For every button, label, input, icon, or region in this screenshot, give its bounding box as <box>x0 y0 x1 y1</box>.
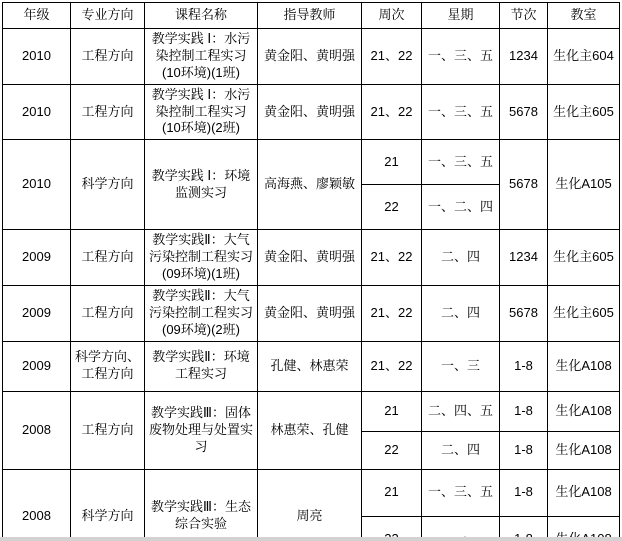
cell-room: 生化A108 <box>548 341 620 391</box>
cell-periods: 1-8 <box>500 431 548 469</box>
cell-room: 生化主604 <box>548 29 620 85</box>
cell-teachers: 黄金阳、黄明强 <box>258 84 362 140</box>
cell-major: 工程方向 <box>71 391 145 469</box>
cell-teachers: 高海燕、廖颖敏 <box>258 140 362 230</box>
cell-course: 教学实践 Ⅰ：环境监测实习 <box>145 140 258 230</box>
cell-days: 一、二、四 <box>422 185 500 230</box>
col-header-major: 专业方向 <box>71 3 145 29</box>
cell-major: 工程方向 <box>71 286 145 342</box>
cell-grade: 2009 <box>3 341 71 391</box>
col-header-course: 课程名称 <box>145 3 258 29</box>
cell-course: 教学实践Ⅲ：生态综合实验 <box>145 469 258 541</box>
cell-room: 生化主605 <box>548 286 620 342</box>
cell-weeks: 21 <box>362 469 422 516</box>
header-row <box>3 3 620 29</box>
bottom-edge-strip <box>0 537 622 541</box>
cell-periods: 1234 <box>500 29 548 85</box>
cell-days: 二、四、五 <box>422 391 500 431</box>
cell-grade: 2009 <box>3 230 71 286</box>
cell-teachers: 林惠荣、孔健 <box>258 391 362 469</box>
cell-course: 教学实践 Ⅰ：水污染控制工程实习(10环境)(2班) <box>145 84 258 140</box>
cell-days: 一、三、五 <box>422 140 500 185</box>
cell-major: 工程方向 <box>71 230 145 286</box>
cell-teachers: 周亮 <box>258 469 362 541</box>
table-row <box>3 84 620 140</box>
schedule-table <box>2 2 620 541</box>
cell-weeks: 21 <box>362 140 422 185</box>
cell-grade: 2010 <box>3 84 71 140</box>
cell-grade: 2008 <box>3 391 71 469</box>
cell-periods: 5678 <box>500 140 548 230</box>
cell-grade: 2008 <box>3 469 71 541</box>
cell-weeks: 22 <box>362 431 422 469</box>
table-row <box>3 341 620 391</box>
cell-weeks: 21、22 <box>362 230 422 286</box>
cell-weeks: 21、22 <box>362 341 422 391</box>
cell-course: 教学实践Ⅱ：大气污染控制工程实习(09环境)(2班) <box>145 286 258 342</box>
cell-room: 生化主605 <box>548 230 620 286</box>
cell-major: 工程方向 <box>71 84 145 140</box>
cell-days: 一、三、五 <box>422 29 500 85</box>
cell-weeks: 21、22 <box>362 29 422 85</box>
cell-teachers: 孔健、林惠荣 <box>258 341 362 391</box>
cell-room: 生化主605 <box>548 84 620 140</box>
table-row <box>3 469 620 516</box>
cell-days: 一、三、五 <box>422 469 500 516</box>
cell-days: 一、三、五 <box>422 84 500 140</box>
col-header-room: 教室 <box>548 3 620 29</box>
cell-periods: 1-8 <box>500 391 548 431</box>
cell-teachers: 黄金阳、黄明强 <box>258 29 362 85</box>
cell-days: 二、四 <box>422 230 500 286</box>
cell-weeks: 21 <box>362 391 422 431</box>
cell-periods: 1-8 <box>500 469 548 516</box>
table-row <box>3 140 620 185</box>
cell-days: 二、四 <box>422 286 500 342</box>
cell-course: 教学实践Ⅲ：固体废物处理与处置实习 <box>145 391 258 469</box>
table-row <box>3 29 620 85</box>
cell-room: 生化A108 <box>548 431 620 469</box>
cell-room: 生化A105 <box>548 140 620 230</box>
col-header-periods: 节次 <box>500 3 548 29</box>
cell-teachers: 黄金阳、黄明强 <box>258 286 362 342</box>
cell-major: 工程方向 <box>71 29 145 85</box>
cell-grade: 2010 <box>3 29 71 85</box>
cell-weeks: 21、22 <box>362 84 422 140</box>
cell-course: 教学实践Ⅱ：环境工程实习 <box>145 341 258 391</box>
cell-major: 科学方向 <box>71 469 145 541</box>
cell-major: 科学方向 <box>71 140 145 230</box>
cell-course: 教学实践Ⅱ：大气污染控制工程实习(09环境)(1班) <box>145 230 258 286</box>
cell-periods: 1234 <box>500 230 548 286</box>
col-header-weeks: 周次 <box>362 3 422 29</box>
col-header-teachers: 指导教师 <box>258 3 362 29</box>
table-row <box>3 286 620 342</box>
cell-days: 二、四 <box>422 431 500 469</box>
cell-weeks: 21、22 <box>362 286 422 342</box>
cell-grade: 2009 <box>3 286 71 342</box>
cell-periods: 1-8 <box>500 341 548 391</box>
cell-course: 教学实践 Ⅰ：水污染控制工程实习(10环境)(1班) <box>145 29 258 85</box>
cell-days: 一、三 <box>422 341 500 391</box>
cell-periods: 5678 <box>500 286 548 342</box>
col-header-days: 星期 <box>422 3 500 29</box>
table-row <box>3 230 620 286</box>
cell-major: 科学方向、工程方向 <box>71 341 145 391</box>
cell-grade: 2010 <box>3 140 71 230</box>
cell-periods: 5678 <box>500 84 548 140</box>
cell-weeks: 22 <box>362 185 422 230</box>
cell-room: 生化A108 <box>548 469 620 516</box>
col-header-grade: 年级 <box>3 3 71 29</box>
cell-room: 生化A108 <box>548 391 620 431</box>
table-row <box>3 391 620 431</box>
cell-teachers: 黄金阳、黄明强 <box>258 230 362 286</box>
